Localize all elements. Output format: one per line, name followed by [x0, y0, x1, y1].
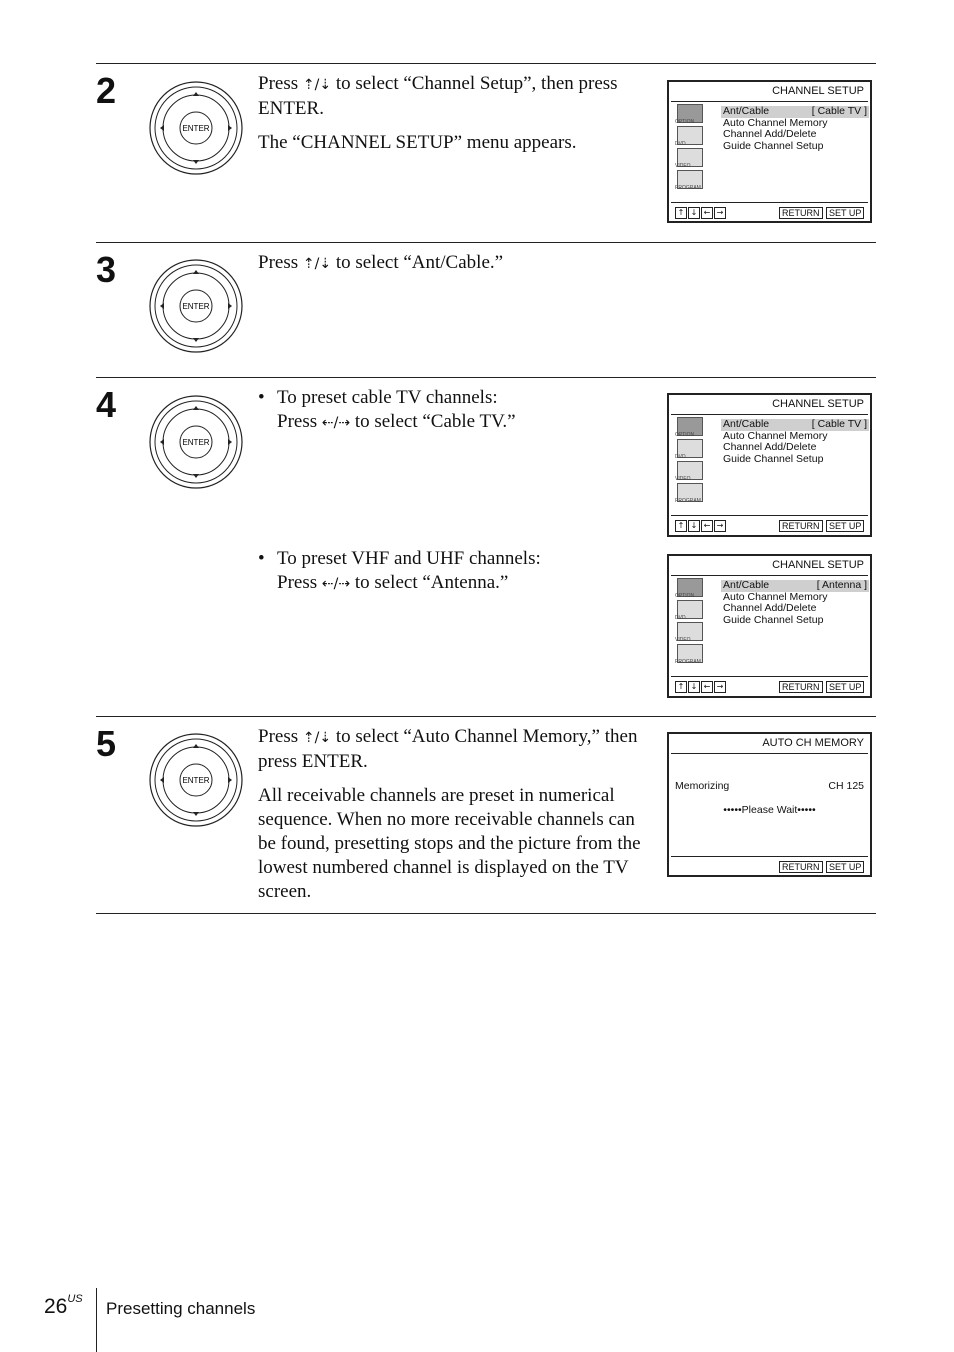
channel-readout: CH 125	[828, 780, 864, 792]
setup-button: SET UP	[826, 861, 864, 873]
menu-item-guide-channel-setup: Guide Channel Setup	[723, 139, 824, 152]
osd-title: AUTO CH MEMORY	[762, 737, 864, 749]
section-title: Presetting channels	[106, 1299, 256, 1318]
region-superscript: US	[67, 1293, 83, 1305]
osd-channel-setup	[667, 80, 872, 223]
menu-item-channel-add-delete: Channel Add/Delete	[723, 441, 817, 453]
video-icon: VIDEO	[675, 461, 715, 482]
menu-item-auto-channel-memory: Auto Channel Memory	[723, 429, 828, 442]
down-arrow-icon: ↓	[688, 681, 700, 693]
left-arrow-icon: ←	[701, 207, 713, 219]
step-divider	[96, 377, 876, 378]
setup-button: SET UP	[826, 207, 864, 219]
step-divider	[96, 242, 876, 243]
menu-item-channel-add-delete: Channel Add/Delete	[723, 128, 817, 140]
menu-item-guide-channel-setup: Guide Channel Setup	[723, 452, 824, 465]
step-4-bullet-cable: • To preset cable TV channels: Press ⇠/⇢ to select “Cable TV.”	[258, 387, 516, 432]
program-icon: PROGRAM	[675, 483, 715, 504]
menu-item-ant-cable: Ant/Cable [ Cable TV ]	[723, 418, 867, 430]
left-arrow-icon: ←	[701, 520, 713, 532]
memorizing-label: Memorizing	[675, 780, 730, 792]
remote-control-icon	[148, 732, 244, 828]
left-arrow-icon: ←	[701, 681, 713, 693]
remote-control-icon	[148, 80, 244, 176]
step-divider	[96, 716, 876, 717]
return-button: RETURN	[779, 207, 823, 219]
osd-channel-setup-cable	[667, 393, 872, 537]
enter-label: ENTER	[182, 438, 210, 447]
up-arrow-icon: ↑	[675, 681, 687, 693]
video-icon: VIDEO	[675, 148, 715, 169]
option-icon: OPTION	[675, 578, 715, 599]
program-icon: PROGRAM	[675, 644, 715, 665]
return-button: RETURN	[779, 861, 823, 873]
menu-item-guide-channel-setup: Guide Channel Setup	[723, 613, 824, 626]
step-2-text: Press ⇡/⇣ to select “Channel Setup”, then press ENTER. The “CHANNEL SETUP” menu appears.	[258, 73, 618, 153]
step-number: 4	[96, 384, 117, 425]
menu-item-ant-cable: Ant/Cable [ Antenna ]	[723, 579, 867, 591]
step-3-text: Press ⇡/⇣ to select “Ant/Cable.”	[258, 252, 504, 273]
dvd-icon: DVD	[675, 439, 715, 460]
step-5-text: Press ⇡/⇣ to select “Auto Channel Memory,” then press ENTER. All receivable channels are preset in numerical sequence. When no more receivable channels can be found, presetting stops and the picture from the lowest numbered channel is displayed on the TV screen.	[258, 726, 641, 902]
step-number: 3	[96, 249, 117, 290]
option-icon: OPTION	[675, 104, 715, 125]
osd-title: CHANNEL SETUP	[772, 398, 864, 410]
setup-button: SET UP	[826, 681, 864, 693]
right-arrow-icon: →	[714, 207, 726, 219]
osd-channel-setup-antenna	[667, 554, 872, 698]
page-number: $26^{US}$	[44, 1293, 83, 1318]
video-icon: VIDEO	[675, 622, 715, 643]
left-right-arrow-icon: ⇠/⇢	[321, 415, 351, 431]
step-divider	[96, 63, 876, 64]
up-down-arrow-icon: ⇡/⇣	[302, 77, 332, 93]
right-arrow-icon: →	[714, 681, 726, 693]
program-icon: PROGRAM	[675, 170, 715, 191]
step-4-bullet-antenna: • To preset VHF and UHF channels: Press ⇠/⇢ to select “Antenna.”	[258, 548, 541, 593]
setup-button: SET UP	[826, 520, 864, 532]
step-number: 2	[96, 70, 117, 111]
menu-item-channel-add-delete: Channel Add/Delete	[723, 602, 817, 614]
down-arrow-icon: ↓	[688, 520, 700, 532]
dvd-icon: DVD	[675, 126, 715, 147]
nav-keys	[675, 207, 727, 219]
remote-control-icon	[148, 258, 244, 354]
menu-item-auto-channel-memory: Auto Channel Memory	[723, 116, 828, 129]
right-arrow-icon: →	[714, 520, 726, 532]
footer-divider	[96, 1288, 97, 1352]
step-number: 5	[96, 723, 117, 764]
osd-title: CHANNEL SETUP	[772, 85, 864, 97]
osd-auto-ch-memory	[667, 732, 872, 877]
remote-control-icon	[148, 394, 244, 490]
nav-keys	[675, 520, 727, 532]
up-arrow-icon: ↑	[675, 520, 687, 532]
please-wait-text: •••••Please Wait•••••	[723, 804, 816, 816]
down-arrow-icon: ↓	[688, 207, 700, 219]
up-arrow-icon: ↑	[675, 207, 687, 219]
up-down-arrow-icon: ⇡/⇣	[302, 730, 332, 746]
menu-item-ant-cable: Ant/Cable [ Cable TV ]	[723, 105, 867, 117]
return-button: RETURN	[779, 520, 823, 532]
enter-label: ENTER	[182, 776, 210, 785]
option-icon: OPTION	[675, 417, 715, 438]
osd-title: CHANNEL SETUP	[772, 559, 864, 571]
nav-keys	[675, 681, 727, 693]
dvd-icon: DVD	[675, 600, 715, 621]
menu-item-auto-channel-memory: Auto Channel Memory	[723, 590, 828, 603]
enter-label: ENTER	[182, 302, 210, 311]
enter-label: ENTER	[182, 124, 210, 133]
left-right-arrow-icon: ⇠/⇢	[321, 576, 351, 592]
return-button: RETURN	[779, 681, 823, 693]
up-down-arrow-icon: ⇡/⇣	[302, 256, 332, 272]
